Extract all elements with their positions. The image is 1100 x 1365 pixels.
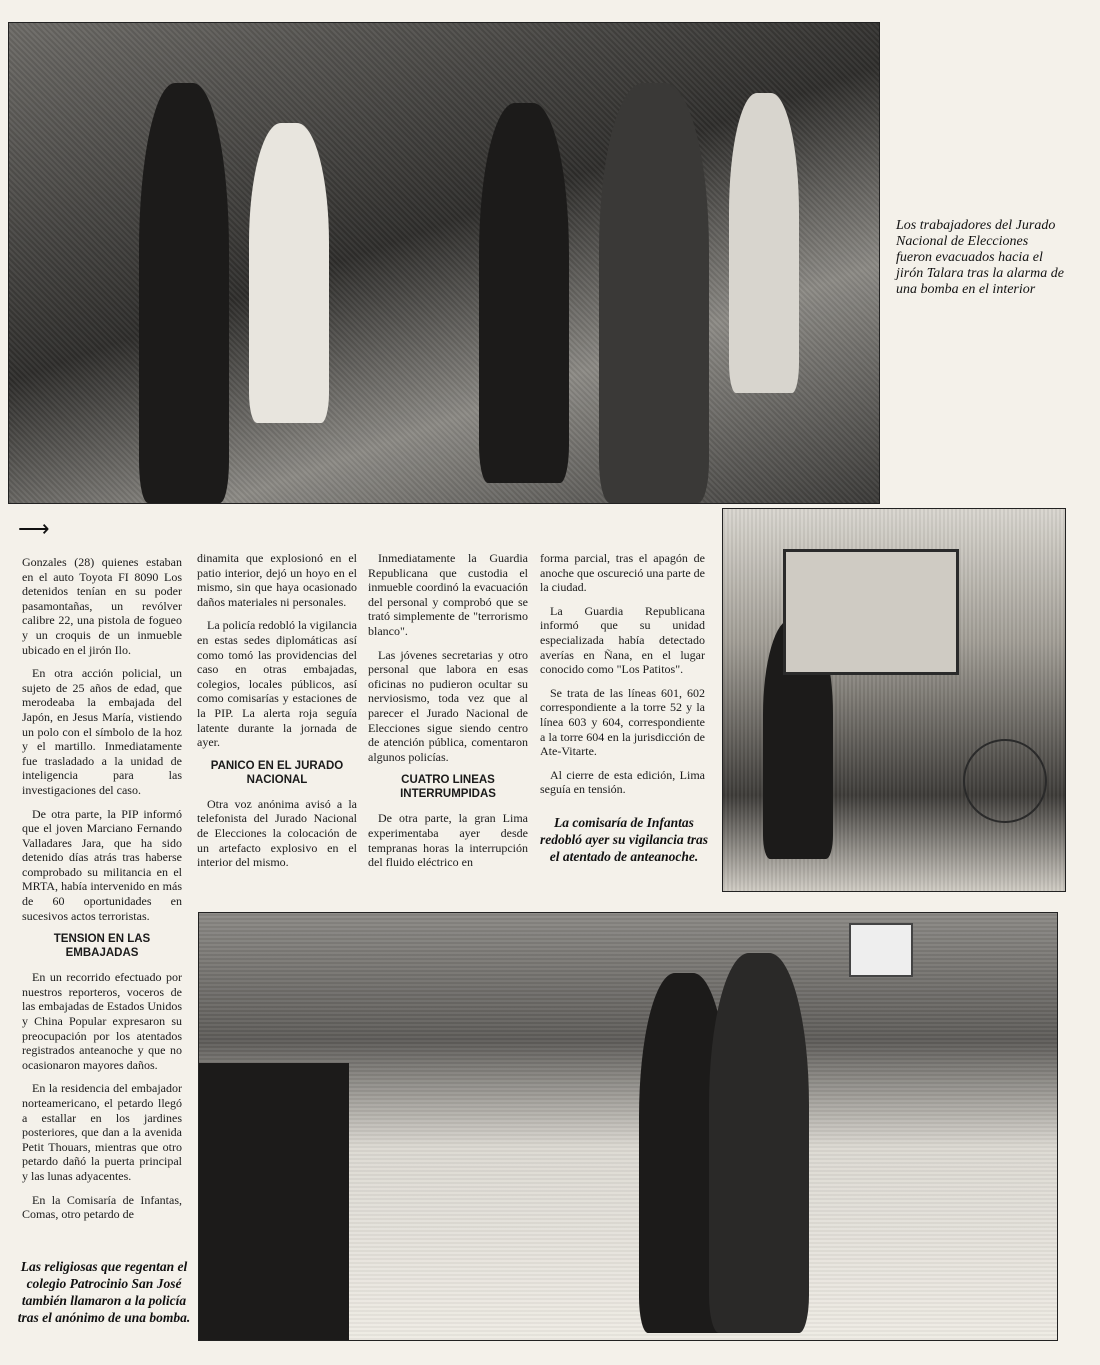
paragraph: De otra parte, la PIP informó que el joven Marciano Fernando Valladares Jara, que ha sido detenido días atrás tras haberse comprobado su militancia en el MRTA, había intervenido en más de 60 oportunidades en sucesivos actos terroristas. bbox=[22, 806, 182, 923]
photo-figure bbox=[139, 83, 229, 503]
paragraph: Inmediatamente la Guardia Republicana que custodia el inmueble coordinó la evacuación del personal y comprobó que se trató simplemente de "terrorismo blanco". bbox=[368, 551, 528, 638]
paragraph: forma parcial, tras el apagón de anoche que oscureció una parte de la ciudad. bbox=[540, 551, 705, 595]
photo-window bbox=[783, 549, 959, 675]
section-heading: CUATRO LINEAS INTERRUMPIDAS bbox=[400, 774, 496, 801]
article-column-3 bbox=[368, 551, 528, 879]
continuation-arrow-icon: ⟶ bbox=[18, 516, 50, 541]
paragraph: Se trata de las líneas 601, 602 correspondiente a la torre 52 y la línea 603 y 604, correspondiente a la torre 604 en la jurisdicción de Ate-Vitarte. bbox=[540, 685, 705, 759]
article-column-4 bbox=[540, 551, 705, 806]
paragraph: En la Comisaría de Infantas, Comas, otro petardo de bbox=[22, 1192, 182, 1222]
paragraph: Otra voz anónima avisó a la telefonista del Jurado Nacional de Elecciones la colocación de un artefacto explosivo en el interior del mismo. bbox=[197, 796, 357, 870]
section-heading: PANICO EN EL JURADO NACIONAL bbox=[210, 759, 344, 786]
article-column-2 bbox=[197, 551, 357, 879]
photo-figure bbox=[709, 953, 809, 1333]
photo-caption-top: Los trabajadores del Jurado Nacional de Elecciones fueron evacuados hacia el jirón Talara tras la alarma de una bomba en el interior bbox=[896, 218, 1064, 297]
paragraph: En la residencia del embajador norteamericano, el petardo llegó a estallar en los jardines posteriores, que dan a la avenida Petit Thouars, mientras que otro petardo dañó la puerta principal y las lunas adyacentes. bbox=[22, 1081, 182, 1183]
photo-figure bbox=[729, 93, 799, 393]
photo-bicycle-wheel bbox=[963, 739, 1047, 823]
paragraph: Las jóvenes secretarias y otro personal que labora en esas oficinas no pudieron ocultar su nerviosismo, toda vez que al parecer el Jurado Nacional de Elecciones sigue siendo centro de atención pública, comentaron algunos policías. bbox=[368, 647, 528, 764]
paragraph: La Guardia Republicana informó que su unidad especializada había detectado averías en Ñana, en el lugar conocido como "Los Patitos". bbox=[540, 603, 705, 677]
paragraph: En un recorrido efectuado por nuestros reporteros, voceros de las embajadas de Estados Unidos y China Popular expresaron su preocupación por los atentados registrados anteanoche y que no ocasionaron mayores daños. bbox=[22, 970, 182, 1072]
paragraph: De otra parte, la gran Lima experimentaba ayer desde tempranas horas la interrupción del fluido eléctrico en bbox=[368, 811, 528, 870]
photo-caption-right: La comisaría de Infantas redobló ayer su vigilancia tras el atentado de anteanoche. bbox=[540, 815, 708, 864]
photo-figure bbox=[479, 103, 569, 483]
photo-caption-bottom: Las religiosas que regentan el colegio Patrocinio San José también llamaron a la policía tras el anónimo de una bomba. bbox=[17, 1259, 191, 1325]
article-column-1 bbox=[22, 555, 182, 1231]
photo-basketball-board bbox=[849, 923, 913, 977]
paragraph: La policía redobló la vigilancia en estas sedes diplomáticas así como tomó las providencias del caso en otras embajadas, colegios, locales públicos, así como comisarías y estaciones de la PIP. La alerta roja seguía latente durante la jornada de ayer. bbox=[197, 618, 357, 750]
paragraph: Gonzales (28) quienes estaban en el auto Toyota FI 8090 Los detenidos tenían en su poder pasamontañas, un revólver calibre 22, una pistola de fogueo y un croquis de un inmueble ubicado en el jirón Ilo. bbox=[22, 555, 182, 657]
photo-figure bbox=[199, 1063, 349, 1340]
photo-school-yard bbox=[198, 912, 1058, 1341]
paragraph: Al cierre de esta edición, Lima seguía en tensión. bbox=[540, 767, 705, 797]
paragraph: En otra acción policial, un sujeto de 25 años de edad, que merodeaba la embajada del Japón, en Jesus María, vistiendo un polo con el símbolo de la hoz y el martillo. Inmediatamente fue trasladado a la unidad de inteligencia para las investigaciones del caso. bbox=[22, 666, 182, 797]
photo-figure bbox=[249, 123, 329, 423]
photo-police-station bbox=[722, 508, 1066, 892]
photo-figure bbox=[599, 83, 709, 503]
photo-evacuation bbox=[8, 22, 880, 504]
section-heading: TENSION EN LAS EMBAJADAS bbox=[53, 933, 151, 960]
paragraph: dinamita que explosionó en el patio interior, dejó un hoyo en el mismo, sin que haya ocasionado daños materiales ni personales. bbox=[197, 551, 357, 609]
